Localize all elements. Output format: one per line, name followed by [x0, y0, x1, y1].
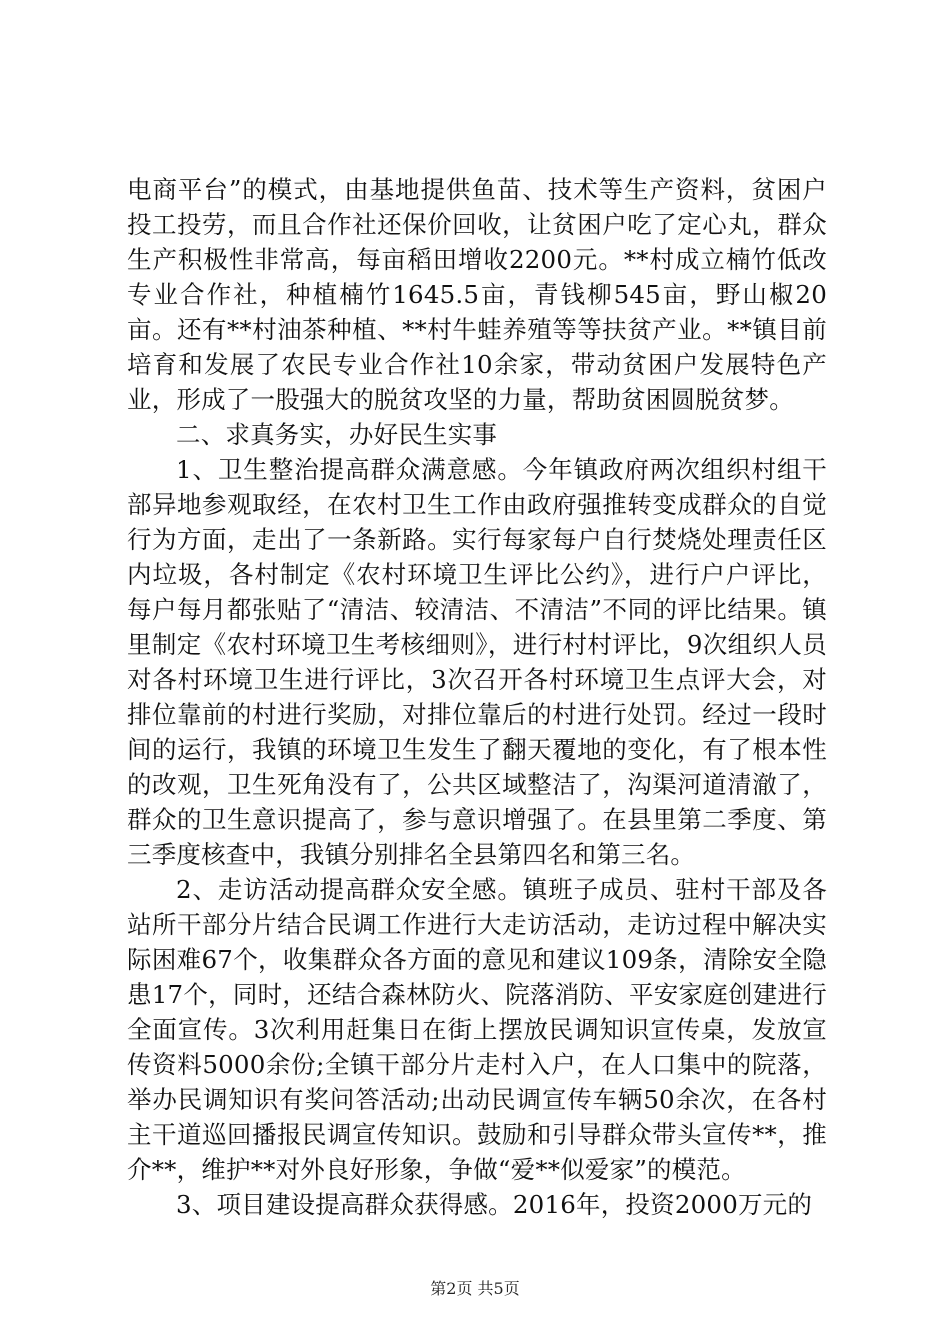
paragraph-projects: 3、项目建设提高群众获得感。2016年，投资2000万元的: [176, 1190, 813, 1219]
paragraph-visits: 2、走访活动提高群众安全感。镇班子成员、驻村干部及各站所干部分片结合民调工作进行大走访活动，走访过程中解决实际困难67个，收集群众各方面的意见和建议109条，清除安全隐患17个，同时，还结合森林防火、院落消防、平安家庭创建进行全面宣传。3次利用赶集日在街上摆放民调知识宣传桌，发放宣传资料5000余份;全镇干部分片走村入户，在人口集中的院落，举办民调知识有奖问答活动;出动民调宣传车辆50余次，在各村主干道巡回播报民调宣传知识。鼓励和引导群众带头宣传**，推介**，维护**对外良好形象，争做“爱**似爱家”的模范。: [127, 875, 827, 1184]
paragraph-sanitation: 1、卫生整治提高群众满意感。今年镇政府两次组织村组干部异地参观取经，在农村卫生工作由政府强推转变成群众的自觉行为方面，走出了一条新路。实行每家每户自行焚烧处理责任区内垃圾，各村制定《农村环境卫生评比公约》，进行户户评比，每户每月都张贴了“清洁、较清洁、不清洁”不同的评比结果。镇里制定《农村环境卫生考核细则》，进行村村评比，9次组织人员对各村环境卫生进行评比，3次召开各村环境卫生点评大会，对排位靠前的村进行奖励，对排位靠后的村进行处罚。经过一段时间的运行，我镇的环境卫生发生了翻天覆地的变化，有了根本性的改观，卫生死角没有了，公共区域整洁了，沟渠河道清澈了，群众的卫生意识提高了，参与意识增强了。在县里第二季度、第三季度核查中，我镇分别排名全县第四名和第三名。: [127, 455, 827, 869]
page-number-footer: 第2页 共5页: [430, 1279, 520, 1298]
section-heading: 二、求真务实，办好民生实事: [176, 420, 498, 449]
document-body: [127, 172, 827, 1222]
paragraph-continuation: 电商平台”的模式，由基地提供鱼苗、技术等生产资料，贫困户投工投劳，而且合作社还保价回收，让贫困户吃了定心丸，群众生产积极性非常高，每亩稻田增收2200元。**村成立楠竹低改专业合作社，种植楠竹1645.5亩，青钱柳545亩，野山椒20亩。还有**村油茶种植、**村牛蛙养殖等等扶贫产业。**镇目前培育和发展了农民专业合作社10余家，带动贫困户发展特色产业，形成了一股强大的脱贫攻坚的力量，帮助贫困圆脱贫梦。: [127, 175, 827, 414]
